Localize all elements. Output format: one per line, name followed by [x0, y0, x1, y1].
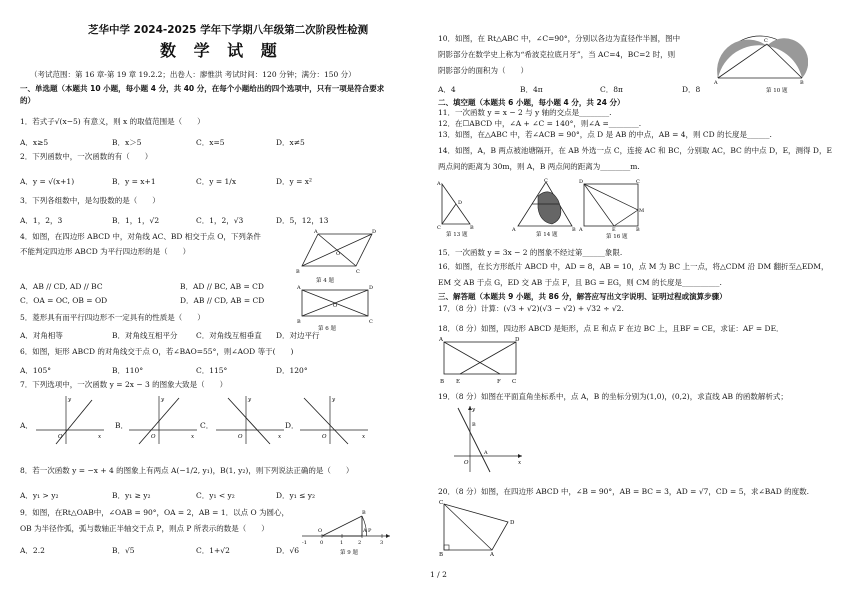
svg-text:x: x — [98, 434, 102, 440]
svg-text:y: y — [472, 407, 476, 413]
svg-text:D: D — [579, 179, 584, 185]
svg-text:x: x — [518, 460, 522, 466]
svg-text:C: C — [439, 500, 444, 506]
q10-stem-1: 10．如图，在 Rt△ABC 中，∠C=90°，分别以各边为直径作半圆，图中 — [438, 34, 681, 43]
q8-stem: 8．若一次函数 y = −x + 4 的图象上有两点 A(−1/2, y₁)，B(1, y₂)，则下列说法正确的是（ ） — [20, 466, 354, 475]
q16-text-1: 16．如图，在长方形纸片 ABCD 中，AD = 8，AB = 10，点 M 为 BC 上一点，将△CDM 沿 DM 翻折至△EDM， — [438, 262, 829, 271]
svg-text:B: B — [470, 225, 474, 230]
svg-text:D: D — [510, 520, 515, 526]
q11-text: 11．一次函数 y = x − 2 与 y 轴的交点是________. — [438, 108, 612, 117]
q5-option-c: C．对角线互相垂直 — [196, 331, 262, 340]
section1-title: 一、单选题（本题共 10 小题，每小题 4 分，共 40 分，在每个小题给出的四个选项中，只有一项是符合要求 — [20, 84, 385, 93]
q19-coordinate-figure — [450, 404, 524, 474]
q1-option-d: D．x≠5 — [276, 138, 305, 147]
svg-text:E: E — [456, 379, 461, 385]
q10-option-b: B．4π — [520, 85, 543, 94]
q10-figure-caption: 第 10 题 — [766, 88, 788, 94]
svg-text:D: D — [458, 200, 463, 206]
q7-option-b: B． — [115, 421, 129, 430]
q9-option-a: A．2.2 — [20, 546, 45, 555]
q15-text: 15．一次函数 y = 3x − 2 的图象不经过第______象限. — [438, 248, 623, 257]
svg-text:O: O — [238, 434, 243, 440]
q12-text: 12．在☐ABCD 中，∠A + ∠C = 140°，则∠A =________. — [438, 119, 642, 128]
exam-subject-title: 数 学 试 题 — [160, 41, 283, 60]
q6-option-b: B．110° — [112, 366, 144, 375]
svg-text:2: 2 — [358, 540, 362, 546]
svg-text:A: A — [579, 227, 583, 232]
svg-text:A: A — [297, 285, 301, 291]
svg-text:0: 0 — [320, 540, 324, 546]
exam-title: 芝华中学 2024-2025 学年下学期八年级第二次阶段性检测 — [88, 24, 369, 36]
svg-text:A: A — [363, 528, 367, 534]
svg-text:B: B — [472, 422, 476, 428]
q16-text-2: EM 交 AB 于点 G，ED 交 AB 于点 F，且 BG = EG，则 CM 的长度是__________. — [438, 278, 722, 287]
q7-stem: 7．下列选项中，一次函数 y = 2x − 3 的图象大致是（ ） — [20, 380, 228, 389]
svg-text:A: A — [490, 552, 494, 558]
svg-text:D: D — [369, 285, 374, 291]
q4-parallelogram-figure — [296, 228, 378, 276]
svg-text:B: B — [296, 269, 300, 275]
svg-text:O: O — [333, 303, 338, 309]
svg-text:O: O — [318, 528, 323, 534]
q9-stem: 9．如图，在Rt△OAB中，∠OAB = 90°，OA = 2，AB = 1．以点 O 为圆心， — [20, 508, 290, 517]
svg-text:C: C — [544, 178, 548, 184]
q3-option-d: D．5，12，13 — [276, 216, 329, 225]
svg-text:y: y — [161, 397, 165, 403]
q13-figure-caption: 第 13 题 — [446, 232, 468, 238]
svg-text:O: O — [151, 434, 156, 440]
q9-option-c: C．1+√2 — [196, 546, 230, 555]
q7-graph-d — [296, 394, 372, 446]
q4-stem-cont: 不能判定四边形 ABCD 为平行四边形的是（ ） — [20, 247, 191, 256]
q3-stem: 3．下列各组数中，是勾股数的是（ ） — [20, 196, 160, 205]
svg-text:D: D — [372, 229, 377, 235]
svg-text:C: C — [369, 319, 373, 324]
svg-text:1: 1 — [340, 540, 344, 546]
svg-text:B: B — [572, 227, 576, 232]
svg-text:x: x — [278, 434, 282, 440]
q6-option-a: A．105° — [20, 366, 51, 375]
q19-text: 19．（8 分）如图在平面直角坐标系中，点 A，B 的坐标分别为(1,0)，(0,2)，求直线 AB 的函数解析式； — [438, 392, 788, 401]
q17-text: 17．（8 分）计算：(√3 + √2)(√3 − √2) + √32 ÷ √2. — [438, 304, 624, 313]
q5-option-d: D．对边平行 — [276, 331, 320, 340]
q7-graph-b — [125, 394, 201, 446]
svg-text:A: A — [714, 80, 718, 86]
svg-text:y: y — [68, 397, 72, 403]
q8-option-c: C．y₁ < y₂ — [196, 491, 235, 500]
q8-option-b: B．y₁ ≥ y₂ — [112, 491, 151, 500]
svg-text:B: B — [362, 510, 366, 516]
q1-option-c: C．x=5 — [196, 138, 225, 147]
q10-stem-2: 阴影部分在数学史上称为“希波克拉底月牙”，当 AC=4，BC=2 时，则 — [438, 50, 676, 59]
svg-text:P: P — [368, 528, 372, 534]
svg-text:O: O — [464, 460, 469, 466]
q6-option-c: C．115° — [196, 366, 228, 375]
q20-text: 20．（8 分）如图，在四边形 ABCD 中，∠B = 90°，AB = BC = 3，AD = √7，CD = 5，求∠BAD 的度数. — [438, 487, 809, 496]
q14-pond-figure — [508, 178, 582, 232]
svg-text:O: O — [322, 434, 327, 440]
q7-graph-a — [32, 394, 108, 446]
section3-title: 三、解答题（本题共 9 小题，共 86 分，解答应写出文字说明、证明过程或演算步骤） — [438, 292, 727, 301]
svg-text:C: C — [636, 179, 640, 185]
svg-text:D: D — [515, 337, 520, 343]
svg-text:E: E — [612, 227, 616, 232]
q4-stem: 4．如图，在四边形 ABCD 中，对角线 AC、BD 相交于点 O，下列条件 — [20, 232, 261, 241]
exam-info: （考试范围：第 16 章-第 19 章 19.2.2；出卷人：廖惟洪 考试时间：120 分钟；满分：150 分） — [30, 70, 356, 79]
svg-text:A: A — [512, 227, 516, 232]
q14-text-1: 14．如图，A，B 两点被池塘隔开，在 AB 外选一点 C，连接 AC 和 BC，分别取 AC，BC 的中点 D，E，测得 D，E — [438, 146, 832, 155]
q13-triangle-figure — [436, 180, 476, 230]
q5-stem: 5．菱形具有而平行四边形不一定具有的性质是（ ） — [20, 313, 205, 322]
svg-text:C: C — [512, 379, 517, 385]
q2-option-a: A．y = √(x+1) — [20, 177, 75, 186]
q18-text: 18．（8 分）如图，四边形 ABCD 是矩形，点 E 和点 F 在边 BC 上，且BF = CE，求证：AF = DE． — [438, 324, 784, 333]
q3-option-b: B．1，1，√2 — [112, 216, 160, 225]
svg-text:B: B — [800, 80, 804, 86]
q9-stem-cont: OB 为半径作弧，弧与数轴正半轴交于点 P，则点 P 所表示的数是（ ） — [20, 524, 269, 533]
svg-text:B: B — [636, 227, 640, 232]
svg-text:A: A — [314, 229, 318, 235]
svg-text:3: 3 — [380, 540, 384, 546]
svg-text:B: B — [439, 552, 444, 558]
q4-option-a: A．AB // CD, AD // BC — [20, 282, 103, 291]
svg-text:-1: -1 — [302, 540, 307, 546]
q14-text-2: 两点间的距离为 30m，则 A，B 两点间的距离为________m. — [438, 162, 640, 171]
svg-text:F: F — [497, 379, 501, 385]
q7-graph-c — [212, 394, 288, 446]
q1-stem: 1．若式子√(x−5) 有意义，则 x 的取值范围是（ ） — [20, 117, 205, 126]
q10-option-a: A．4 — [438, 85, 456, 94]
q3-option-a: A．1，2，3 — [20, 216, 63, 225]
q2-option-b: B．y = x+1 — [112, 177, 156, 186]
svg-text:C: C — [437, 225, 441, 230]
q2-option-d: D．y = x² — [276, 177, 313, 186]
svg-text:y: y — [248, 397, 252, 403]
svg-text:y: y — [332, 397, 336, 403]
q6-stem: 6．如图，矩形 ABCD 的对角线交于点 O，若∠BAO=55°，则∠AOD 等于( ) — [20, 347, 294, 356]
q2-stem: 2．下列函数中，一次函数的有（ ） — [20, 152, 153, 161]
q4-option-c: C．OA = OC, OB = OD — [20, 296, 108, 305]
svg-text:B: B — [440, 379, 445, 385]
q3-option-c: C．1，2，√3 — [196, 216, 244, 225]
q9-numberline-figure — [300, 496, 392, 552]
q10-option-d: D．8 — [682, 85, 701, 94]
svg-text:C: C — [356, 269, 360, 275]
q10-lune-figure — [712, 30, 808, 86]
svg-text:A: A — [484, 450, 488, 456]
q1-option-b: B．x＞5 — [112, 138, 142, 147]
q13-text: 13．如图，在△ABC 中，若∠ACB = 90°，点 D 是 AB 的中点，AB = 4，则 CD 的长度是______. — [438, 130, 772, 139]
q10-option-c: C．8π — [600, 85, 623, 94]
q10-stem-3: 阴影部分的面积为（ ） — [438, 66, 528, 75]
q4-option-d: D．AB // CD, AB = CD — [180, 296, 265, 305]
q4-option-b: B．AD // BC, AB = CD — [180, 282, 264, 291]
section1-title-cont: 的） — [20, 96, 35, 105]
svg-text:C: C — [764, 38, 768, 44]
q4-figure-caption: 第 4 题 — [316, 278, 334, 284]
q5-option-a: A．对角相等 — [20, 331, 63, 340]
svg-text:x: x — [191, 434, 195, 440]
svg-text:A: A — [439, 337, 443, 343]
q1-option-a: A．x≥5 — [20, 138, 49, 147]
q18-rectangle-figure — [438, 336, 522, 386]
svg-text:O: O — [58, 434, 63, 440]
q6-rectangle-figure — [296, 284, 376, 324]
q6-option-d: D．120° — [276, 366, 308, 375]
svg-text:M: M — [639, 208, 644, 214]
svg-text:B: B — [297, 319, 301, 324]
svg-text:O: O — [336, 251, 341, 257]
q6-figure-caption: 第 6 题 — [318, 326, 336, 332]
q9-figure-caption: 第 9 题 — [340, 550, 358, 556]
q16-fold-figure — [578, 178, 644, 232]
q16-figure-caption: 第 16 题 — [606, 234, 628, 240]
q7-option-a: A． — [20, 421, 33, 430]
q9-option-b: B．√5 — [112, 546, 135, 555]
svg-text:x: x — [362, 434, 366, 440]
page-number: 1 / 2 — [430, 570, 447, 579]
q9-option-d: D．√6 — [276, 546, 300, 555]
q8-option-d: D．y₁ ≤ y₂ — [276, 491, 316, 500]
q7-option-d: D． — [285, 421, 299, 430]
q8-option-a: A．y₁ > y₂ — [20, 491, 59, 500]
q7-option-c: C． — [200, 421, 214, 430]
q14-figure-caption: 第 14 题 — [536, 232, 558, 238]
section2-title: 二、填空题（本题共 6 小题，每小题 4 分，共 24 分） — [438, 98, 625, 107]
svg-text:A: A — [437, 181, 441, 187]
q2-option-c: C．y = 1/x — [196, 177, 237, 186]
q5-option-b: B．对角线互相平分 — [112, 331, 178, 340]
q20-quadrilateral-figure — [436, 498, 524, 558]
